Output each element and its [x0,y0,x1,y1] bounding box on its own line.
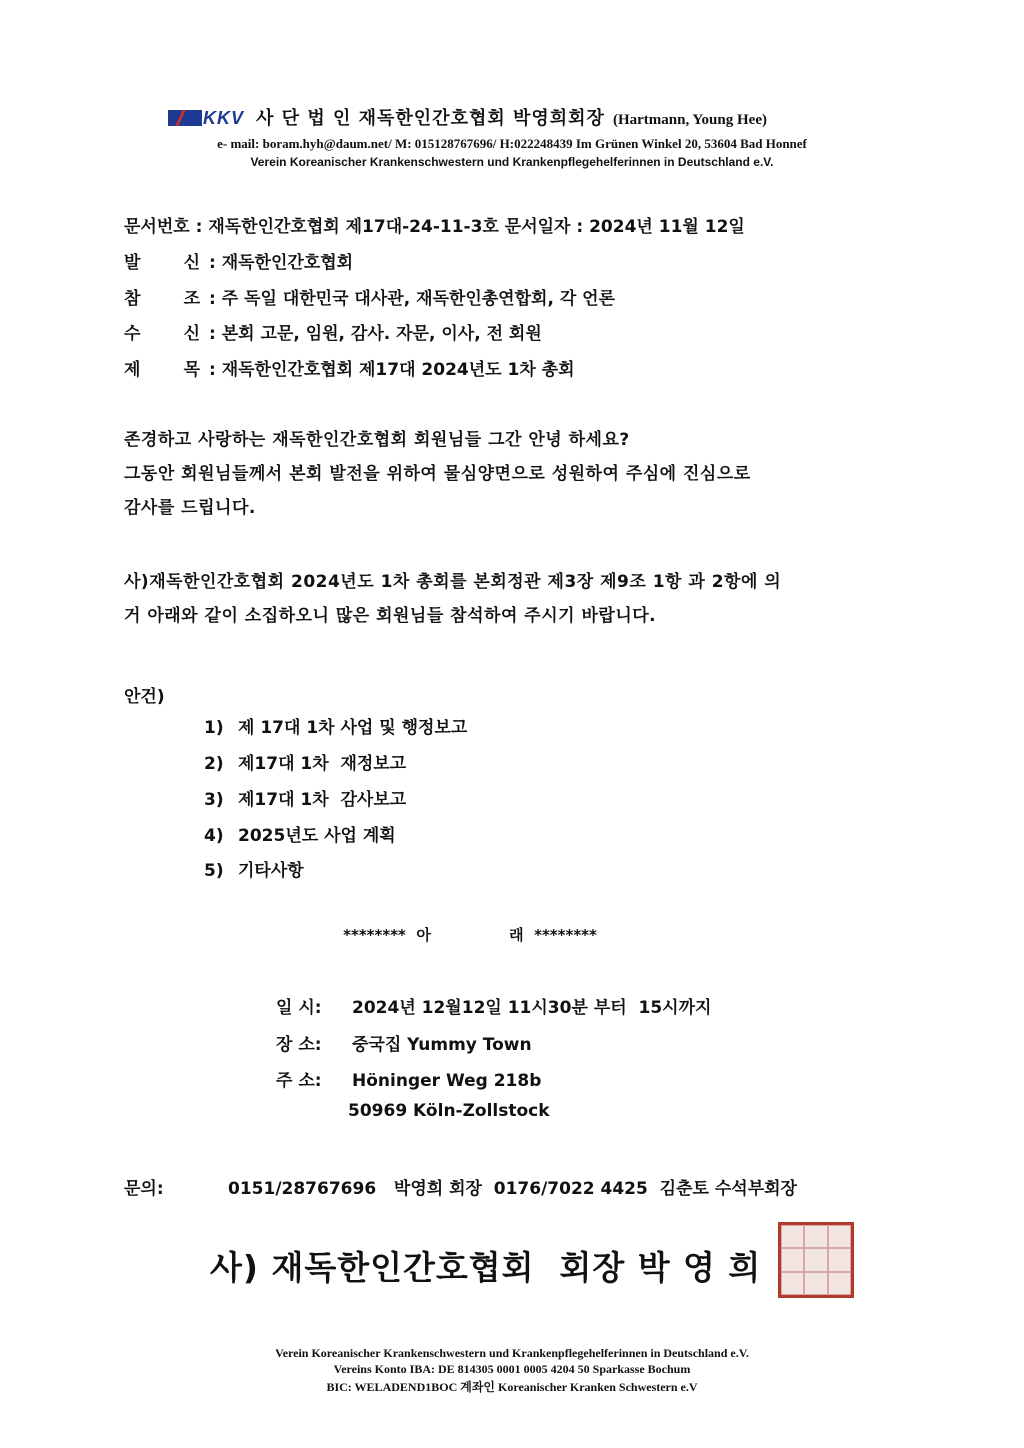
signature: 사) 재독한인간호협회 회장 박 영 희 [210,1248,762,1287]
reference-label-b: 조 [183,289,200,309]
reference-label-a: 참 [124,289,141,309]
agenda-title: 안건) [124,687,165,707]
footer-bank-line: Vereins Konto IBA: DE 814305 0001 0005 4204 50 Sparkasse Bochum [333,1362,691,1376]
date-value: 2024년 12월12일 11시30분 부터 15시까지 [352,998,712,1018]
agenda-item [204,821,396,846]
recipient-label-b: 신 [183,324,200,344]
agenda-item [204,713,467,738]
subject-label [124,355,200,380]
agenda-item-number: 5) [204,861,224,881]
recipient-value: : 본회 고문, 임원, 감사. 자문, 이사, 전 회원 [209,324,542,344]
footer-org-line: Verein Koreanischer Krankenschwestern und Krankenpflegehelferinnen in Deutschland e.V. [275,1346,749,1360]
agenda-item-number: 1) [204,718,224,738]
letterhead-title: 사 단 법 인 재독한인간호협회 박영희회장 [256,108,605,129]
subject-value: : 재독한인간호협회 제17대 2024년도 1차 총회 [209,360,575,380]
address-label: 주 소: [276,1071,322,1091]
greeting-line-2: 그동안 회원님들께서 본회 발전을 위하여 물심양면으로 성원하여 주심에 진심으로 [124,464,751,484]
agenda-item [204,785,406,810]
agenda-item-number: 4) [204,826,224,846]
letterhead-title-latin: (Hartmann, Young Hee) [612,112,767,128]
notice-line-1: 사)재독한인간호협회 2024년도 1차 총회를 본회정관 제3장 제9조 1항 과 2항에 의 [124,572,782,592]
letterhead-title-row [168,104,767,130]
official-seal-stamp [778,1222,854,1298]
contact-label: 문의: [124,1179,164,1199]
meeting-place-line [276,1030,532,1055]
greeting-line-1: 존경하고 사랑하는 재독한인간호협회 회원님들 그간 안녕 하세요? [124,430,630,450]
date-label: 일 시: [276,998,322,1018]
sender-value: : 재독한인간호협회 [209,253,354,273]
contact-line [124,1174,797,1199]
reference-label [124,284,200,309]
place-label: 장 소: [276,1035,322,1055]
contact-value: 0151/28767696 박영희 회장 0176/7022 4425 김춘토 수석부회장 [228,1179,797,1199]
agenda-item-text: 2025년도 사업 계획 [238,826,396,846]
reference-value: : 주 독일 대한민국 대사관, 재독한인총연합회, 각 언론 [209,289,616,309]
letterhead-contact-line: e- mail: boram.hyh@daum.net/ M: 015128767696/ H:022248439 Im Grünen Winkel 20, 53604 Bad Honnef [217,136,807,151]
footer-bic-line: BIC: WELADEND1BOC 계좌인 Koreanischer Kranken Schwestern e.V [326,1380,698,1394]
agenda-item-text: 제 17대 1차 사업 및 행정보고 [238,718,468,738]
below-heading: ******** 아 래 ******** [343,926,597,944]
subject-label-a: 제 [124,360,141,380]
logo-mark-icon [168,110,202,126]
agenda-item-number: 3) [204,790,224,810]
meeting-address-line-2: 50969 Köln-Zollstock [348,1101,550,1121]
letterhead-org-line: Verein Koreanischer Krankenschwestern und Krankenpflegehelferinnen in Deutschland e.V. [250,155,774,169]
meeting-address-line [276,1066,541,1091]
agenda-item-number: 2) [204,754,224,774]
recipient-label-a: 수 [124,324,141,344]
sender-label [124,248,200,273]
sender-line [124,248,353,273]
recipient-line [124,319,542,344]
subject-line [124,355,575,380]
agenda-item-text: 기타사항 [238,861,304,881]
agenda-item [204,856,304,881]
doc-number-line: 문서번호 : 재독한인간호협회 제17대-24-11-3호 문서일자 : 2024년 11월 12일 [124,217,745,237]
greeting-paragraph [124,423,914,525]
sender-label-a: 발 [124,253,141,273]
place-value: 중국집 Yummy Town [352,1035,532,1055]
greeting-line-3: 감사를 드립니다. [124,498,256,518]
meeting-date-line [276,993,711,1018]
notice-paragraph [124,565,914,633]
notice-line-2: 거 아래와 같이 소집하오니 많은 회원님들 참석하여 주시기 바랍니다. [124,606,657,626]
logo-text: KKV [203,107,245,128]
agenda-item-text: 제17대 1차 재정보고 [238,754,407,774]
reference-line [124,284,615,309]
subject-label-b: 목 [183,360,200,380]
sender-label-b: 신 [183,253,200,273]
agenda-item-text: 제17대 1차 감사보고 [238,790,407,810]
agenda-item [204,749,406,774]
recipient-label [124,319,200,344]
kkv-logo [168,108,244,129]
address-line-1: Höninger Weg 218b [352,1071,542,1091]
